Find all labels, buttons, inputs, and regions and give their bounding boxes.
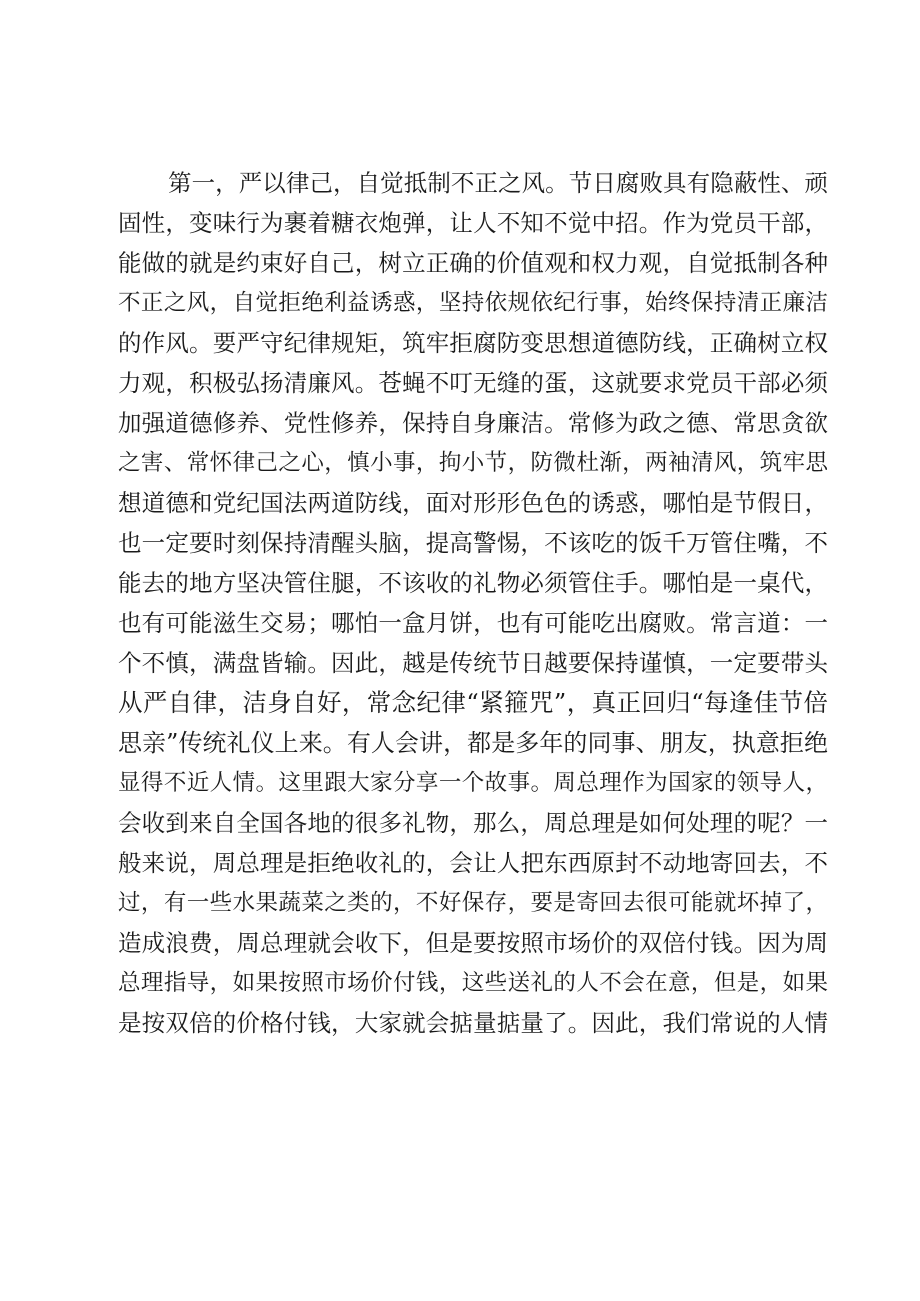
paragraph-line: 过，有一些水果蔬菜之类的，不好保存，要是寄回去很可能就坏掉了，: [118, 890, 828, 916]
paragraph-line: 会收到来自全国各地的很多礼物，那么，周总理是如何处理的呢？一: [118, 809, 828, 837]
paragraph-line: 显得不近人情。这里跟大家分享一个故事。周总理作为国家的领导人，: [118, 770, 828, 796]
paragraph-line: 想道德和党纪国法两道防线，面对形形色色的诱惑，哪怕是节假日，: [118, 489, 828, 517]
paragraph-line: 加强道德修养、党性修养，保持自身廉洁。常修为政之德、常思贪欲: [118, 409, 828, 437]
paragraph-line: 也有可能滋生交易；哪怕一盒月饼，也有可能吃出腐败。常言道：一: [118, 609, 828, 637]
paragraph-line: 第一，严以律己，自觉抵制不正之风。节日腐败具有隐蔽性、顽: [168, 169, 828, 197]
paragraph-line: 之害、常怀律己之心，慎小事，拘小节，防微杜渐，两袖清风，筑牢思: [118, 450, 828, 476]
paragraph-line: 般来说，周总理是拒绝收礼的，会让人把东西原封不动地寄回去，不: [118, 849, 828, 877]
paragraph-line: 力观，积极弘扬清廉风。苍蝇不叮无缝的蛋，这就要求党员干部必须: [118, 369, 828, 397]
paragraph-line: 固性，变味行为裹着糖衣炮弹，让人不知不觉中招。作为党员干部，: [118, 209, 828, 237]
paragraph-line: 的作风。要严守纪律规矩，筑牢拒腐防变思想道德防线，正确树立权: [118, 329, 828, 357]
paragraph-line: 能做的就是约束好自己，树立正确的价值观和权力观，自觉抵制各种: [118, 249, 828, 277]
paragraph-line: 思亲”传统礼仪上来。有人会讲，都是多年的同事、朋友，执意拒绝: [118, 729, 828, 757]
paragraph-line: 从严自律，洁身自好，常念纪律“紧箍咒”，真正回归“每逢佳节倍: [118, 688, 828, 717]
paragraph-line: 是按双倍的价格付钱，大家就会掂量掂量了。因此，我们常说的人情: [118, 1009, 828, 1037]
body-paragraph: [118, 163, 828, 1043]
paragraph-line: 也一定要时刻保持清醒头脑，提高警惕，不该吃的饭千万管住嘴，不: [118, 529, 828, 557]
paragraph-line: 个不慎，满盘皆输。因此，越是传统节日越要保持谨慎，一定要带头: [118, 649, 828, 677]
paragraph-line: 不正之风，自觉拒绝利益诱惑，坚持依规依纪行事，始终保持清正廉洁: [118, 290, 828, 316]
paragraph-line: 能去的地方坚决管住腿，不该收的礼物必须管住手。哪怕是一桌代，: [118, 569, 828, 597]
paragraph-line: 造成浪费，周总理就会收下，但是要按照市场价的双倍付钱。因为周: [118, 929, 828, 957]
paragraph-line: 总理指导，如果按照市场价付钱，这些送礼的人不会在意，但是，如果: [118, 970, 828, 996]
